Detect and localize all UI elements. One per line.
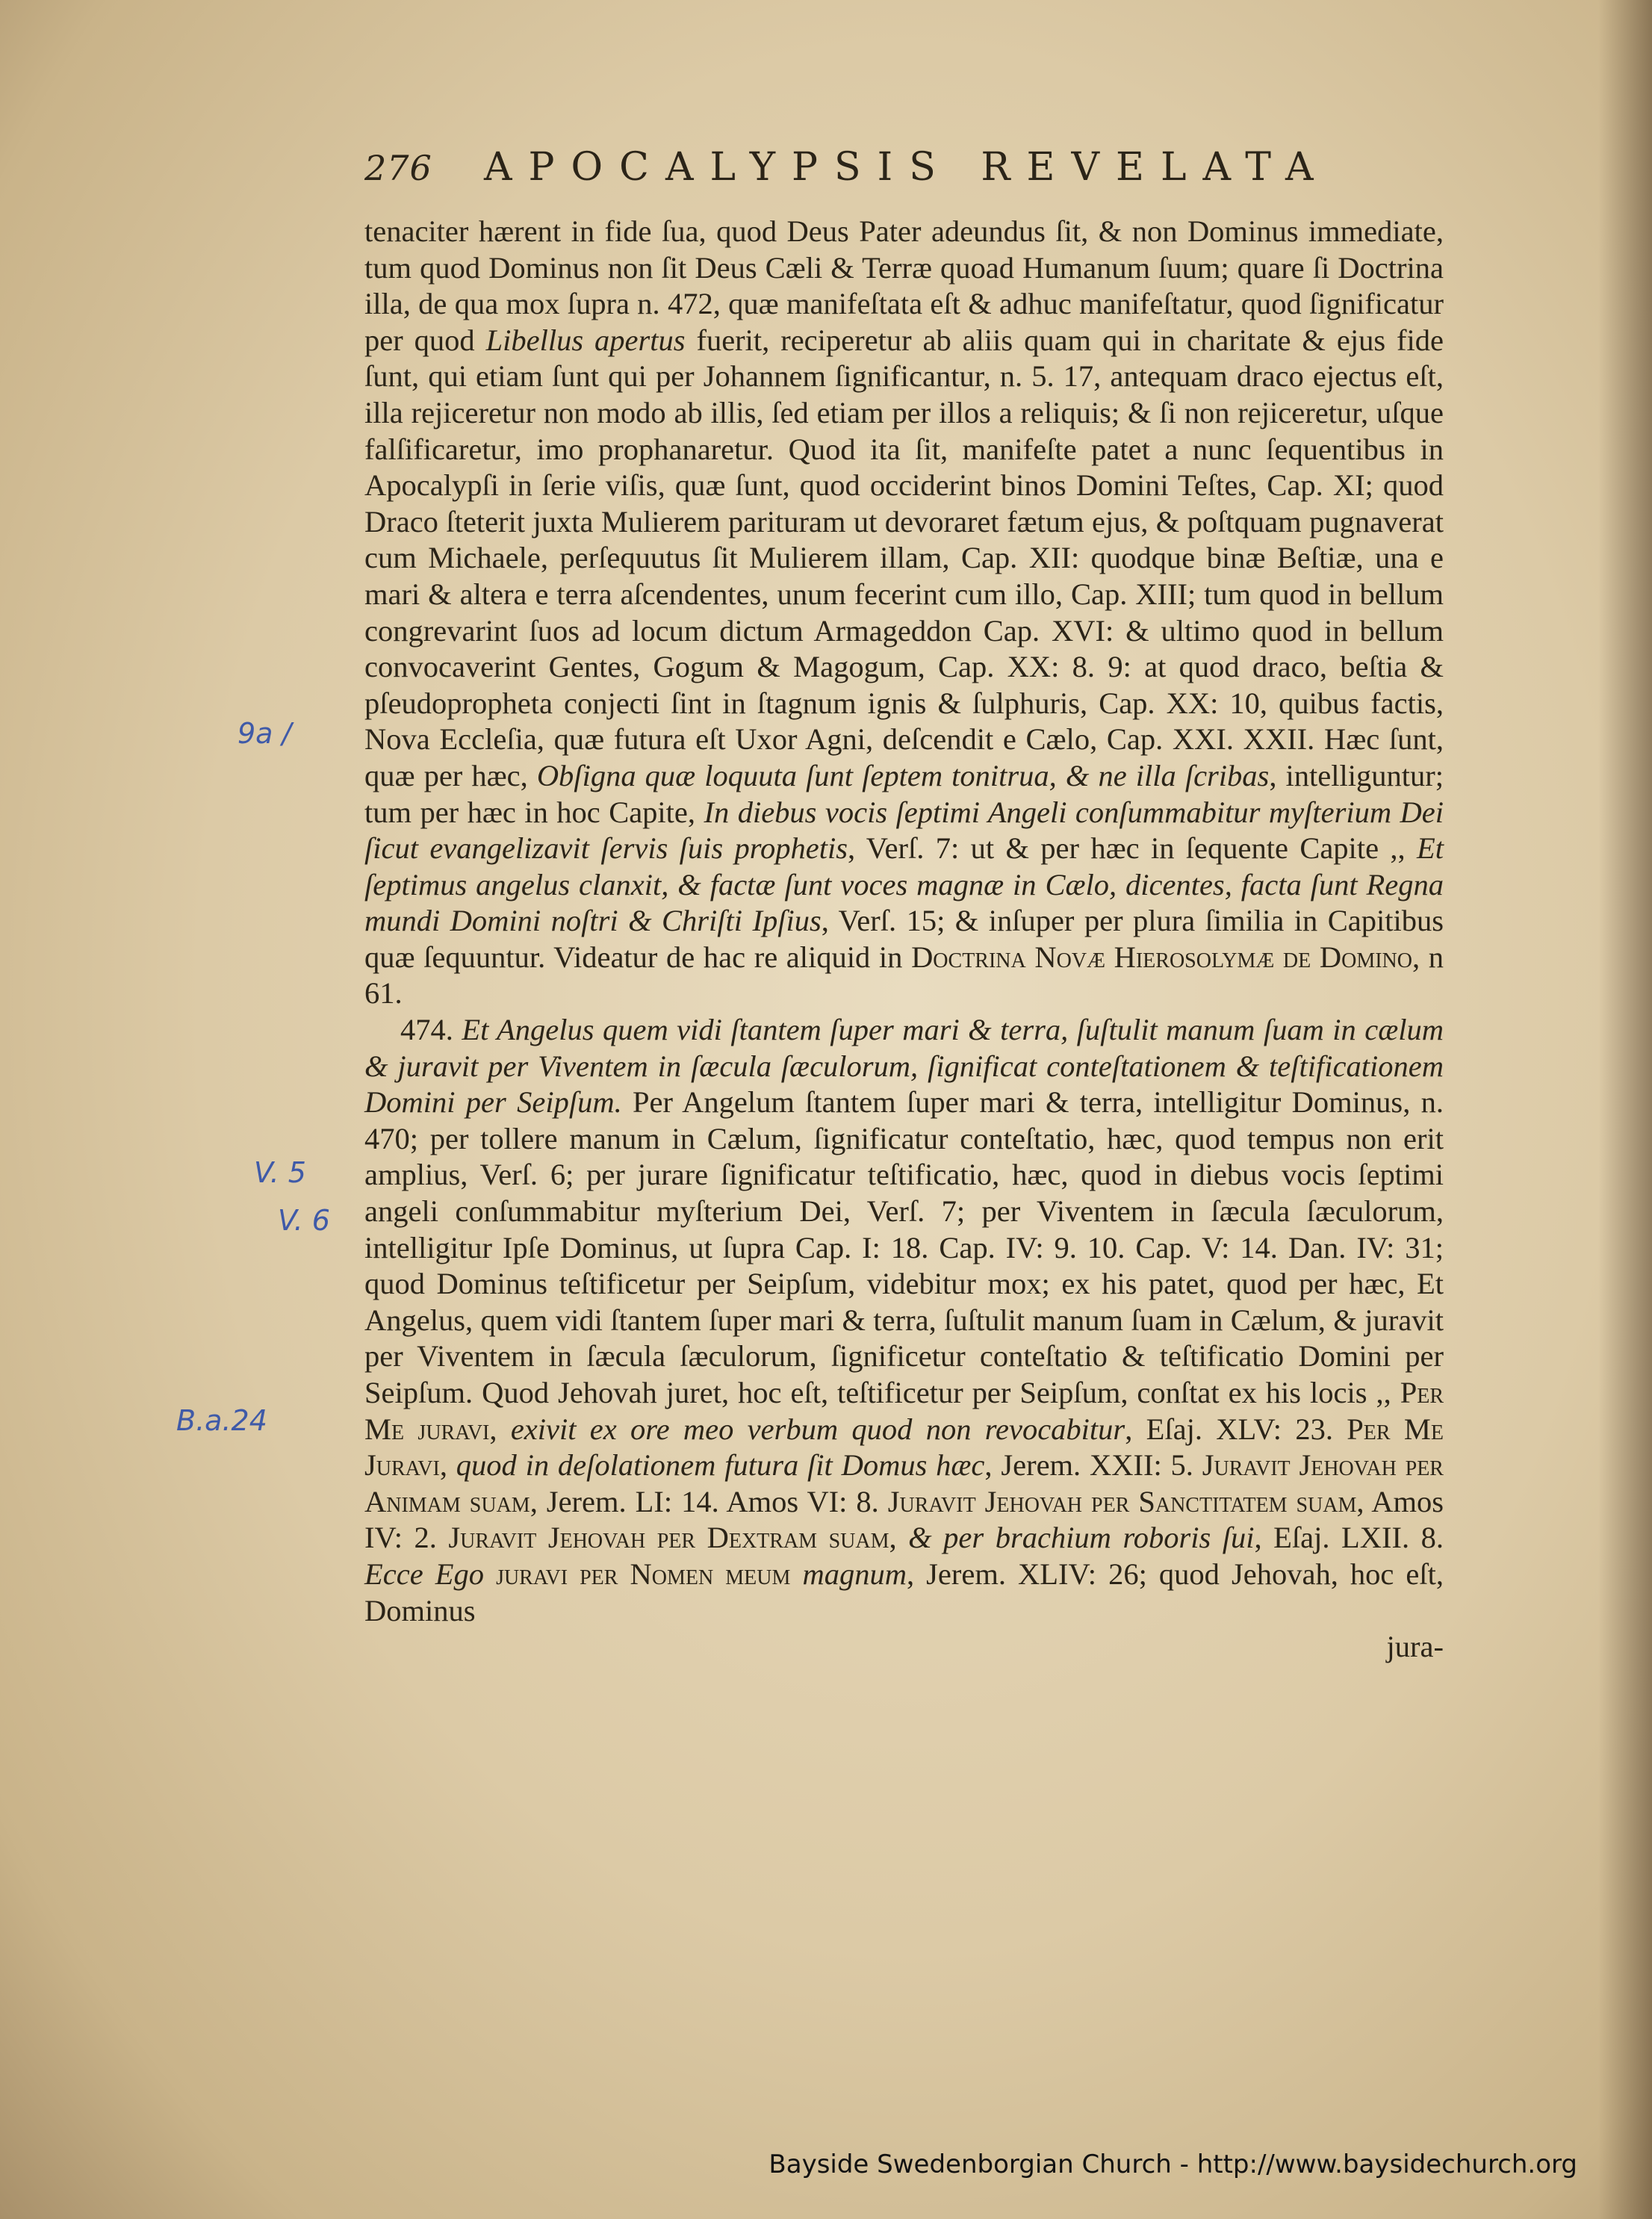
paragraph-1-run: Et ſeptimus angelus clanxit, & factæ ſunt voces magnæ in Cælo, dicentes, facta ſunt Regna mundi Domini noſtri & Chriſti Ipſius <box>364 831 1444 938</box>
paragraph-continuation <box>364 214 1444 1012</box>
paragraph-2-run: magnum <box>802 1557 907 1591</box>
paragraph-2-run: , Jerem. XXII: 5. <box>984 1448 1202 1483</box>
spine-shadow <box>1598 0 1652 2219</box>
paragraph-2-run: juravi per Nomen meum <box>496 1557 791 1591</box>
paragraph-2-run: , Eſaj. XLV: 23. <box>1125 1412 1347 1446</box>
paragraph-2-run: , <box>489 1412 511 1446</box>
paragraph-1-run: In diebus vocis ſeptimi Angeli conſummabitur myſterium Dei ſicut evangelizavit ſervis ſuis prophetis <box>364 795 1444 866</box>
running-head <box>364 142 1444 200</box>
margin-note-v5: V. 5 <box>254 1156 306 1189</box>
paragraph-2-run: 474. <box>400 1013 462 1047</box>
paragraph-2-run: , Eſaj. LXII. 8. <box>1254 1521 1444 1555</box>
paragraph-1-run: , Verſ. 15; & inſuper per plura ſimilia in Capitibus quæ ſequuntur. Videatur de hac re aliquid in <box>364 904 1444 974</box>
paragraph-474 <box>364 1012 1444 1629</box>
paragraph-2-run: & per brachium roboris ſui <box>908 1521 1255 1555</box>
footer-credit: Bayside Swedenborgian Church - http://www.baysidechurch.org <box>768 2150 1577 2179</box>
paragraph-2-run: Et Angelus quem vidi ſtantem ſuper mari & terra, ſuſtulit manum ſuam in cælum & juravit per Viventem in ſæcula ſæculorum, ſignificat conteſtationem & teſtificationem Domini per Seipſum. <box>364 1013 1444 1120</box>
paragraph-1-run: Obſigna quæ loquuta ſunt ſeptem tonitrua, & ne illa ſcribas <box>536 758 1270 792</box>
margin-note-9a: 9a / <box>237 717 292 750</box>
paragraph-1-run: Doctrina Novæ Hierosolymæ de Domino <box>911 940 1412 974</box>
page-number: 276 <box>364 148 432 188</box>
body-text <box>364 214 1444 1629</box>
paragraph-2-run: , <box>439 1448 456 1483</box>
paragraph-2-run: , <box>889 1521 909 1555</box>
running-title: APOCALYPSIS REVELATA <box>484 145 1330 190</box>
paragraph-2-run: exivit ex ore meo verbum quod non revocabitur <box>510 1412 1125 1446</box>
paragraph-1-run: fuerit, reciperetur ab aliis quam qui in charitate & ejus fide ſunt, qui etiam ſunt qui per Johannem ſignificantur, n. 5. 17, antequam draco ejectus eſt, illa rejiceretur non modo ab illis, ſed etiam per illos a reliquis; & ſi non rejiceretur, uſque falſificaretur, imo prophanaretur. Quod ita ſit, manifeſte patet a nunc ſequentibus in Apocalypſi in ſerie viſis, quæ ſunt, quod occiderint binos Domini Teſtes, Cap. XI; quod Draco ſteterit juxta Mulierem parituram ut devoraret fætum ejus, & poſtquam pugnaverat cum Michaele, perſequutus ſit Mulierem illam, Cap. XII: quodque binæ Beſtiæ, una e mari & altera e terra aſcendentes, unum fecerint cum illo, Cap. XIII; tum quod in bellum congrevarint ſuos ad locum dictum Armageddon Cap. XVI: & ultimo quod in bellum convocaverint Gentes, Gogum & Magogum, Cap. XX: 8. 9: at quod draco, beſtia & pſeudopropheta conjecti ſint in ſtagnum ignis & ſulphuris, Cap. XX: 10, quibus factis, Nova Eccleſia, quæ futura eſt Uxor Agni, deſcendit e Cælo, Cap. XXI. XXII. Hæc ſunt, quæ per hæc, <box>364 323 1444 792</box>
paragraph-2-run: Per Me juravi <box>364 1376 1444 1446</box>
book-page <box>364 142 1444 1666</box>
paragraph-2-run <box>790 1557 802 1591</box>
paragraph-2-run: , Jerem. LI: 14. Amos VI: 8. <box>530 1484 888 1518</box>
paragraph-1-run: , intelliguntur; tum per hæc in hoc Capite, <box>364 758 1444 829</box>
paragraph-1-run: tenaciter hærent in fide ſua, quod Deus Pater adeundus ſit, & non Dominus immediate, tum quod Dominus non ſit Deus Cæli & Terræ quoad Humanum ſuum; quare ſi Doctrina illa, de qua mox ſupra n. 472, quæ manifeſtata eſt & adhuc manifeſtatur, quod ſignificatur per quod <box>364 214 1444 357</box>
paragraph-2-run: , Jerem. XLIV: 26; quod Jehovah, hoc eſt, Dominus <box>364 1557 1444 1627</box>
margin-note-v6: V. 6 <box>278 1204 330 1237</box>
paragraph-2-run: Juravit Jehovah per Sanctitatem suam <box>887 1484 1357 1518</box>
paragraph-2-run: Juravit Jehovah per Dextram suam <box>448 1521 889 1555</box>
margin-note-ba24: B.a.24 <box>176 1404 267 1437</box>
paragraph-2-run: Ecce Ego <box>364 1557 484 1591</box>
paragraph-2-run: Juravit Jehovah per Animam suam <box>364 1448 1444 1518</box>
paragraph-2-run: Per Me Juravi <box>364 1412 1444 1483</box>
paragraph-1-run: Libellus apertus <box>485 323 686 357</box>
paragraph-1-run: , n 61. <box>364 940 1444 1011</box>
paragraph-2-run: , Amos IV: 2. <box>364 1484 1444 1555</box>
paragraph-2-run <box>484 1557 496 1591</box>
paragraph-1-run: , Verſ. 7: ut & per hæc in ſequente Capite ,, <box>848 831 1417 866</box>
paragraph-2-run: quod in deſolationem futura ſit Domus hæc <box>456 1448 985 1483</box>
catchword: jura- <box>1386 1630 1444 1664</box>
paragraph-2-run: Per Angelum ſtantem ſuper mari & terra, intelligitur Dominus, n. 470; per tollere manum in Cælum, ſignificatur conteſtatio, hæc, quod tempus non erit amplius, Verſ. 6; per jurare ſignificatur teſtificatio, hæc, quod in diebus vocis ſeptimi angeli conſummabitur myſterium Dei, Verſ. 7; per Viventem in ſæcula ſæculorum, intelligitur Ipſe Dominus, ut ſupra Cap. I: 18. Cap. IV: 9. 10. Cap. V: 14. Dan. IV: 31; quod Dominus teſtificetur per Seipſum, videbitur mox; ex his patet, quod per hæc, Et Angelus, quem vidi ſtantem ſuper mari & terra, ſuſtulit manum ſuam in Cælum, & juravit per Viventem in ſæcula ſæculorum, ſignificetur conteſtatio & teſtificatio Domini per Seipſum. Quod Jehovah juret, hoc eſt, teſtificetur per Seipſum, conſtat ex his locis ,, <box>364 1085 1444 1409</box>
